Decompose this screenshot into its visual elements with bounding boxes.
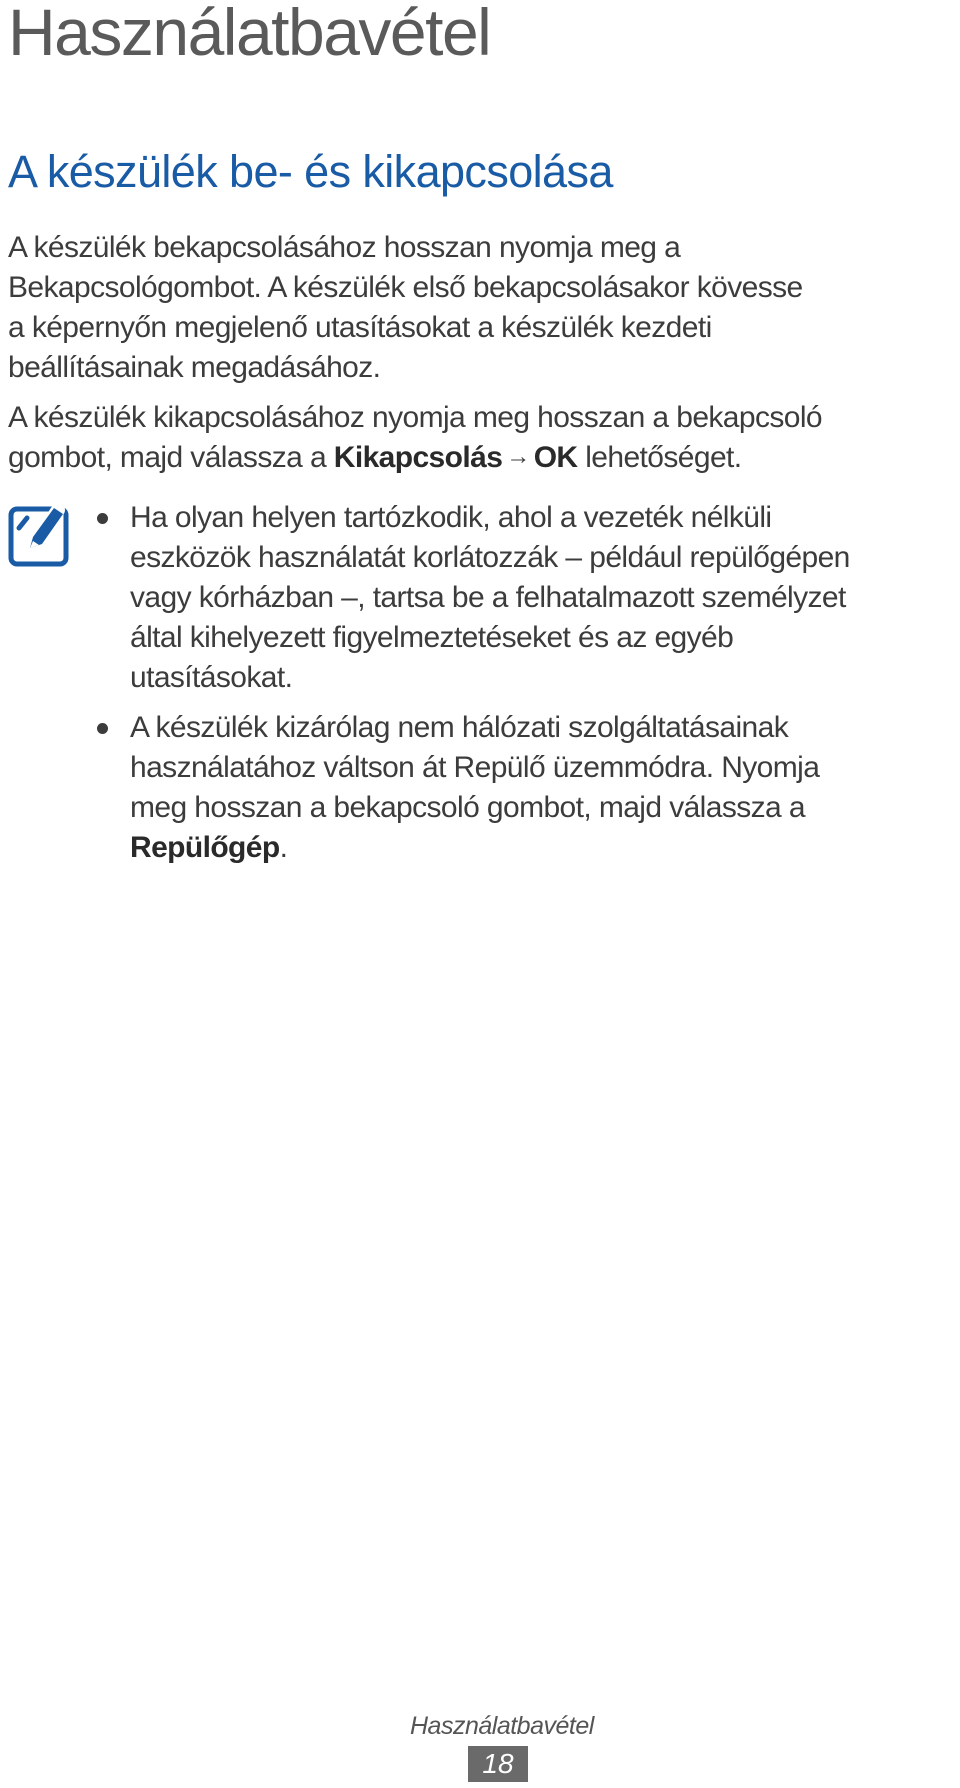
note-line: vagy kórházban –, tartsa be a felhatalmazott személyzet [130,581,846,614]
power-on-paragraph [8,228,948,388]
paragraph-text: gombot, majd válassza a [8,441,334,474]
paragraph-line [8,438,948,480]
paragraph-line: beállításainak megadásához. [8,351,381,384]
note-list [94,498,954,868]
paragraph-text: lehetőséget. [577,441,742,474]
note-line: eszközök használatát korlátozzák – például repülőgépen [130,541,850,574]
page-number: 18 [468,1746,528,1782]
chapter-title: Használatbavétel [8,0,491,69]
note-line: Ha olyan helyen tartózkodik, ahol a vezeték nélküli [130,501,772,534]
note-pencil-icon [8,504,72,570]
bullet-icon [97,723,108,734]
paragraph-line: A készülék kikapcsolásához nyomja meg hosszan a bekapcsoló [8,401,823,434]
paragraph-line: a képernyőn megjelenő utasításokat a készülék kezdeti [8,311,712,344]
note-line: utasításokat. [130,661,293,694]
paragraph-line: A készülék bekapcsolásához hosszan nyomja meg a [8,231,681,264]
section-title: A készülék be- és kikapcsolása [8,146,613,197]
note-line: A készülék kizárólag nem hálózati szolgáltatásainak [130,711,789,744]
menu-option-ok: OK [533,441,578,474]
note-line: által kihelyezett figyelmeztetéseket és az egyéb [130,621,734,654]
menu-option-kikapcsolas: Kikapcsolás [333,441,503,474]
note-item [94,498,954,698]
paragraph-line: Bekapcsológombot. A készülék első bekapcsolásakor kövesse [8,271,803,304]
bullet-icon [97,513,108,524]
note-text: . [279,831,288,864]
note-line: használatához váltson át Repülő üzemmódra. Nyomja [130,751,820,784]
power-off-paragraph [8,398,948,480]
note-line: meg hosszan a bekapcsoló gombot, majd válassza a [130,791,805,824]
footer-chapter-label: Használatbavétel [410,1712,594,1740]
menu-option-repulogep: Repülőgép [130,831,280,864]
arrow-right-icon: → [506,443,530,470]
note-item [94,708,954,868]
note-line [130,828,954,868]
